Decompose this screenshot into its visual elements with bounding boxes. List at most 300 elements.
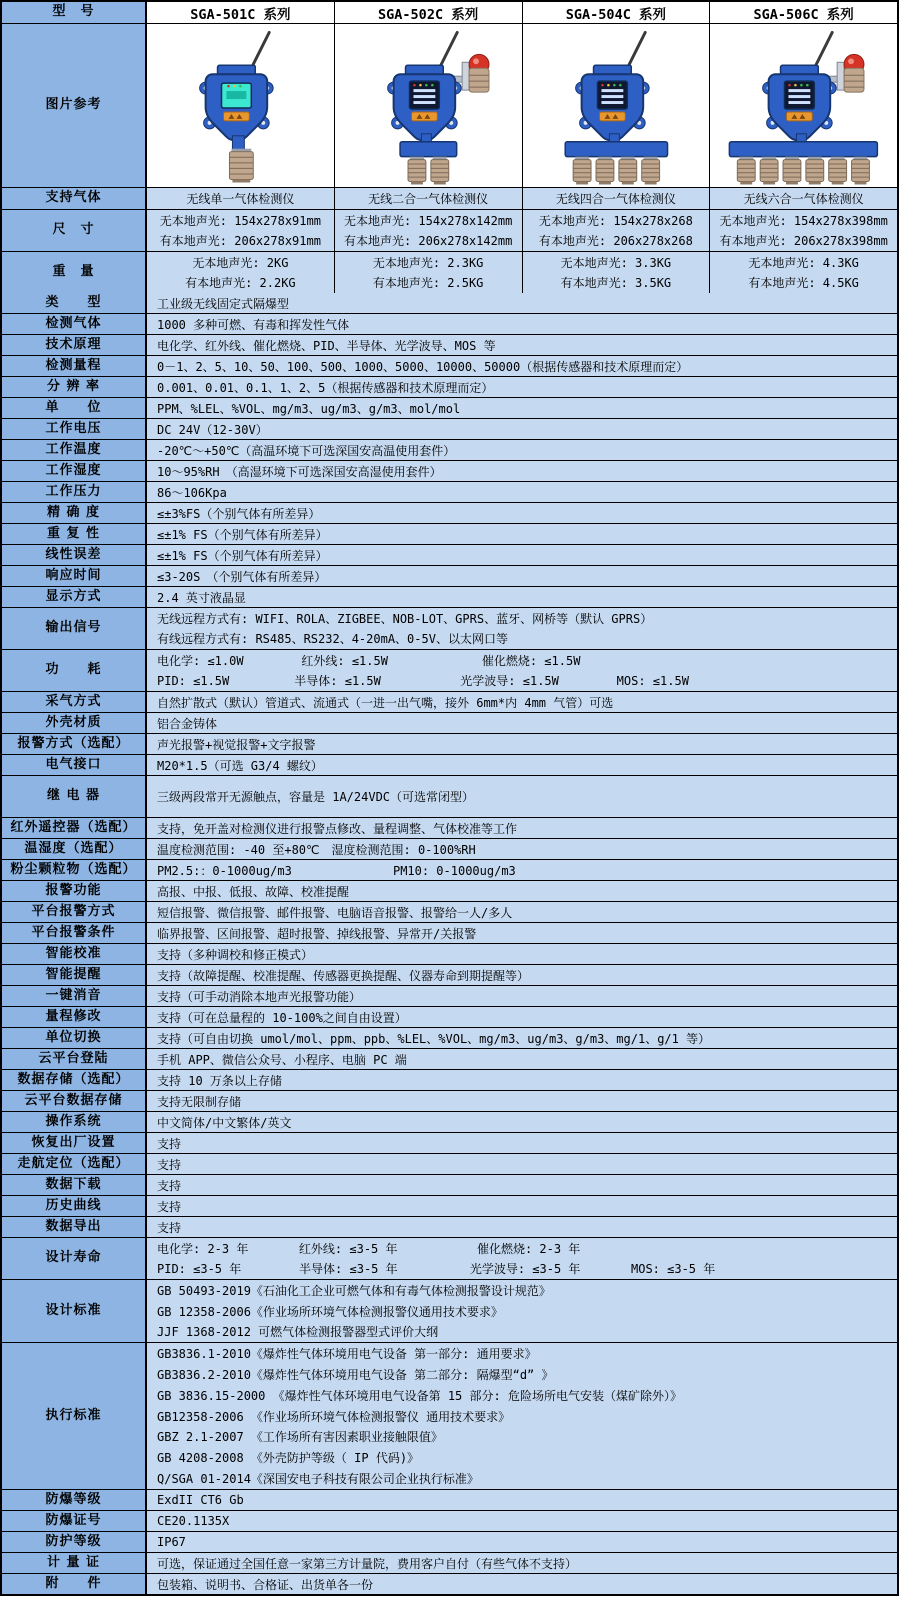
spec-value-line: 可选，保证通过全国任意一家第三方计量院，费用客户自付（有些气体不支持） (157, 1556, 578, 1571)
spec-row-cells (147, 755, 897, 775)
device-image (147, 24, 335, 187)
spec-value-line: 工业级无线固定式隔爆型 (157, 296, 290, 311)
spec-row-cells (147, 608, 897, 649)
size-cell-line: 无本地声光: 154x278x142mm (343, 214, 513, 229)
spec-row-cells (147, 1028, 897, 1048)
spec-row-value (147, 1511, 897, 1531)
row-label-model: 型 号 (2, 2, 147, 23)
spec-value-line: -20℃～+50℃（高温环境下可选深国安高温使用套件） (157, 443, 456, 458)
spec-row (2, 691, 897, 712)
spec-row-label: 采气方式 (2, 692, 147, 712)
spec-value-line: 支持（故障提醒、校准提醒、传感器更换提醒、仪器寿命到期提醒等） (157, 968, 530, 983)
spec-value-line: 0－1、2、5、10、50、100、500、1000、5000、10000、50000（根据传感器和技术原理而定） (157, 359, 689, 374)
spec-row-cells (147, 944, 897, 964)
spec-row-value (147, 1532, 897, 1552)
spec-row-value (147, 1217, 897, 1237)
spec-value-line: 铝合金铸体 (157, 716, 218, 731)
support-gas-cell (147, 188, 335, 209)
spec-row-label: 红外遥控器（选配） (2, 818, 147, 838)
spec-row (2, 1279, 897, 1342)
weight-cell-line: 有本地声光: 2.2KG (185, 275, 296, 290)
spec-row (2, 313, 897, 334)
spec-row-label: 操作系统 (2, 1112, 147, 1132)
spec-row-cells (147, 1217, 897, 1237)
spec-row-value (147, 1133, 897, 1153)
spec-value-line: 支持无限制存储 (157, 1094, 242, 1109)
spec-value-line: GB 50493-2019《石油化工企业可燃气体和有毒气体检测报警设计规范》 (157, 1283, 551, 1298)
spec-row-cells (147, 314, 897, 334)
weight-cell (523, 252, 711, 293)
spec-row-cells (147, 734, 897, 754)
spec-row (2, 1489, 897, 1510)
spec-row-cells (147, 1196, 897, 1216)
spec-row-value (147, 1490, 897, 1510)
spec-row-value (147, 944, 897, 964)
spec-row-label: 数据导出 (2, 1217, 147, 1237)
spec-row-label: 智能提醒 (2, 965, 147, 985)
spec-value-line: 支持（可自由切换 umol/mol、ppm、ppb、%LEL、%VOL、mg/m3、ug/m3、g/m3、mg/1、g/1 等） (157, 1031, 711, 1046)
spec-value-line: 电化学: 2-3 年 红外线: ≤3-5 年 催化燃烧: 2-3 年 (157, 1241, 581, 1256)
spec-row (2, 1006, 897, 1027)
spec-row-cells (147, 1238, 897, 1279)
spec-row (2, 1153, 897, 1174)
spec-value-line: 2.4 英寸液晶显 (157, 590, 246, 605)
spec-row-value (147, 986, 897, 1006)
spec-value-line: 有线远程方式有: RS485、RS232、4-20mA、0-5V、以太网口等 (157, 632, 508, 647)
spec-row-value (147, 692, 897, 712)
spec-row (2, 859, 897, 880)
spec-row-cells (147, 1490, 897, 1510)
model-header: SGA-501C 系列 (147, 2, 335, 23)
spec-row-cells (147, 923, 897, 943)
spec-value-line: 0.001、0.01、0.1、1、2、5（根据传感器和技术原理而定） (157, 380, 494, 395)
spec-row-label: 量程修改 (2, 1007, 147, 1027)
size-cell-line: 无本地声光: 154x278x268 (538, 214, 693, 229)
spec-row (2, 1090, 897, 1111)
spec-value-line: 自然扩散式（默认）管道式、流通式（一进一出气嘴，接外 6mm*内 4mm 气管）可选 (157, 695, 614, 710)
spec-row-label: 数据存储（选配） (2, 1070, 147, 1090)
spec-value-line: JJF 1368-2012 可燃气体检测报警器型式评价大纲 (157, 1325, 439, 1340)
spec-row-value (147, 839, 897, 859)
spec-value-line: PID: ≤1.5W 半导体: ≤1.5W 光学波导: ≤1.5W MOS: ≤1.5W (157, 674, 689, 689)
spec-row (2, 397, 897, 418)
spec-row-cells (147, 839, 897, 859)
spec-row (2, 376, 897, 397)
support-gas-cells (147, 188, 897, 209)
spec-row (2, 880, 897, 901)
spec-row-value (147, 1091, 897, 1111)
spec-row-label: 响应时间 (2, 566, 147, 586)
spec-value-line: 包装箱、说明书、合格证、出货单各一份 (157, 1577, 374, 1592)
spec-row-cells (147, 1511, 897, 1531)
gas-detector-dual-illustration (335, 24, 522, 187)
spec-row-value (147, 587, 897, 607)
spec-row-cells (147, 398, 897, 418)
weight-cells (147, 252, 897, 293)
spec-value-line: GB3836.1-2010《爆炸性气体环境用电气设备 第一部分: 通用要求》 (157, 1346, 537, 1361)
spec-value-line: 电化学、红外线、催化燃烧、PID、半导体、光学波导、MOS 等 (157, 338, 496, 353)
spec-row-value (147, 650, 897, 691)
spec-value-line: GB 12358-2006《作业场所环境气体检测报警仪通用技术要求》 (157, 1304, 503, 1319)
size-cell (335, 210, 523, 251)
weight-cell-line: 无本地声光: 2KG (192, 256, 289, 271)
spec-row-value (147, 1049, 897, 1069)
spec-row-value (147, 776, 897, 817)
spec-row-cells (147, 1343, 897, 1489)
spec-row-cells (147, 1133, 897, 1153)
support-gas-cell (335, 188, 523, 209)
spec-row-cells (147, 965, 897, 985)
spec-row-label: 功 耗 (2, 650, 147, 691)
spec-row-cells (147, 776, 897, 817)
spec-value-line: 支持（多种调校和修正模式） (157, 947, 314, 962)
spec-value-line: GB 3836.15-2000 《爆炸性气体环境用电气设备第 15 部分: 危险场所电气安装（煤矿除外）》 (157, 1388, 682, 1403)
spec-value-line: IP67 (157, 1535, 186, 1549)
support-gas-text: 无线四合一气体检测仪 (555, 192, 676, 206)
spec-row-cells (147, 482, 897, 502)
device-image (523, 24, 711, 187)
spec-row-value (147, 1574, 897, 1594)
spec-row-label: 分 辨 率 (2, 377, 147, 397)
spec-row-value (147, 398, 897, 418)
spec-row-cells (147, 986, 897, 1006)
model-header: SGA-504C 系列 (523, 2, 711, 23)
spec-row-value (147, 482, 897, 502)
spec-row-label: 检测量程 (2, 356, 147, 376)
spec-row-label: 平台报警方式 (2, 902, 147, 922)
spec-row (2, 523, 897, 544)
spec-row-cells (147, 1280, 897, 1342)
size-row (2, 209, 897, 251)
spec-row-label: 继 电 器 (2, 776, 147, 817)
spec-row-label: 工作湿度 (2, 461, 147, 481)
size-cell-line: 有本地声光: 206x278x268 (538, 233, 693, 248)
weight-cell (335, 252, 523, 293)
spec-row-value (147, 608, 897, 649)
spec-row (2, 1216, 897, 1237)
spec-row-label: 输出信号 (2, 608, 147, 649)
spec-value-line: 支持 (157, 1178, 182, 1193)
spec-row-cells (147, 1091, 897, 1111)
spec-value-line: PID: ≤3-5 年 半导体: ≤3-5 年 光学波导: ≤3-5 年 MOS: ≤3-5 年 (157, 1262, 716, 1277)
weight-row (2, 251, 897, 293)
spec-row-label: 数据下载 (2, 1175, 147, 1195)
spec-row (2, 733, 897, 754)
spec-row-label: 技术原理 (2, 335, 147, 355)
spec-row (2, 817, 897, 838)
spec-row-label: 防爆等级 (2, 1490, 147, 1510)
spec-value-line: PPM、%LEL、%VOL、mg/m3、ug/m3、g/m3、mol/mol (157, 401, 461, 416)
spec-row-cells (147, 461, 897, 481)
spec-row (2, 334, 897, 355)
spec-row (2, 293, 897, 313)
spec-row (2, 1195, 897, 1216)
spec-row-label: 设计寿命 (2, 1238, 147, 1279)
spec-row (2, 964, 897, 985)
spec-value-line: GB12358-2006 《作业场所环境气体检测报警仪 通用技术要求》 (157, 1409, 511, 1424)
spec-row-value (147, 419, 897, 439)
spec-row (2, 1048, 897, 1069)
spec-rows (2, 293, 897, 1594)
weight-cell-line: 有本地声光: 3.5KG (560, 275, 672, 290)
spec-value-line: 支持 (157, 1199, 182, 1214)
spec-row-label: 工作压力 (2, 482, 147, 502)
spec-row-label: 历史曲线 (2, 1196, 147, 1216)
spec-row-cells (147, 1112, 897, 1132)
weight-cell-line: 有本地声光: 2.5KG (372, 275, 484, 290)
spec-row-value (147, 965, 897, 985)
spec-row-value (147, 1196, 897, 1216)
spec-row-label: 类 型 (2, 293, 147, 313)
spec-row-label: 单 位 (2, 398, 147, 418)
spec-value-line: GB 4208-2008 《外壳防护等级（ IP 代码)》 (157, 1451, 420, 1466)
spec-value-line: 支持（可在总量程的 10-100%之间自由设置） (157, 1010, 407, 1025)
spec-row-label: 报警方式（选配） (2, 734, 147, 754)
spec-row (2, 1174, 897, 1195)
spec-row-cells (147, 503, 897, 523)
spec-row-cells (147, 587, 897, 607)
spec-row-value (147, 440, 897, 460)
spec-row (2, 1027, 897, 1048)
spec-row (2, 901, 897, 922)
spec-row (2, 1237, 897, 1279)
spec-value-line: 支持 (157, 1136, 182, 1151)
spec-value-line: 支持 10 万条以上存储 (157, 1073, 282, 1088)
spec-row-value (147, 881, 897, 901)
spec-row-cells (147, 419, 897, 439)
spec-row (2, 1069, 897, 1090)
spec-row-value (147, 524, 897, 544)
spec-row-value (147, 1070, 897, 1090)
spec-row-label: 报警功能 (2, 881, 147, 901)
row-label-size: 尺 寸 (2, 210, 147, 251)
weight-cell-line: 有本地声光: 4.5KG (748, 275, 859, 290)
spec-row-label: 执行标准 (2, 1343, 147, 1489)
spec-row-label: 云平台数据存储 (2, 1091, 147, 1111)
spec-value-line: 三级两段常开无源触点，容量是 1A/24VDC（可选常闭型） (157, 790, 475, 804)
model-header: SGA-506C 系列 (710, 2, 897, 23)
spec-row-label: 走航定位（选配） (2, 1154, 147, 1174)
spec-value-line: GBZ 2.1-2007 《工作场所有害因素职业接触限值》 (157, 1430, 443, 1445)
spec-row (2, 355, 897, 376)
spec-row (2, 439, 897, 460)
spec-row-label: 粉尘颗粒物（选配） (2, 860, 147, 880)
spec-row-cells (147, 1007, 897, 1027)
spec-row-cells (147, 1532, 897, 1552)
spec-value-line: DC 24V（12-30V） (157, 422, 268, 437)
spec-row-value (147, 503, 897, 523)
spec-row-label: 显示方式 (2, 587, 147, 607)
spec-value-line: 手机 APP、微信公众号、小程序、电脑 PC 端 (157, 1052, 407, 1067)
spec-row-value (147, 923, 897, 943)
spec-row-cells (147, 545, 897, 565)
spec-row-value (147, 545, 897, 565)
spec-value-line: 86～106Kpa (157, 485, 227, 500)
spec-row-cells (147, 293, 897, 313)
spec-row-cells (147, 356, 897, 376)
spec-value-line: GB3836.2-2010《爆炸性气体环境用电气设备 第二部分: 隔爆型“d” 》 (157, 1367, 554, 1382)
spec-row-label: 计 量 证 (2, 1553, 147, 1573)
spec-value-line: 10～95%RH （高湿环境下可选深国安高湿使用套件） (157, 464, 442, 479)
spec-row-value (147, 566, 897, 586)
size-cell (710, 210, 897, 251)
spec-value-line: M20*1.5（可选 G3/4 螺纹） (157, 758, 323, 773)
spec-row-value (147, 1175, 897, 1195)
support-gas-cell (523, 188, 711, 209)
image-row (2, 23, 897, 187)
spec-row (2, 586, 897, 607)
spec-row-cells (147, 881, 897, 901)
spec-row-value (147, 461, 897, 481)
spec-row (2, 418, 897, 439)
size-cell-line: 有本地声光: 206x278x398mm (719, 233, 888, 248)
spec-row (2, 544, 897, 565)
spec-value-line: ≤±1% FS（个别气体有所差异） (157, 527, 328, 542)
spec-row-label: 检测气体 (2, 314, 147, 334)
gas-detector-single-illustration (147, 24, 334, 187)
spec-row (2, 1573, 897, 1594)
row-label-weight: 重 量 (2, 252, 147, 293)
device-image (335, 24, 523, 187)
spec-row-cells (147, 566, 897, 586)
spec-row-cells (147, 1553, 897, 1573)
spec-row (2, 838, 897, 859)
spec-row (2, 481, 897, 502)
size-cells (147, 210, 897, 251)
spec-value-line: ≤3-20S （个别气体有所差异） (157, 569, 327, 584)
spec-row-label: 精 确 度 (2, 503, 147, 523)
row-label-image: 图片参考 (2, 24, 147, 187)
support-gas-text: 无线六合一气体检测仪 (743, 192, 864, 206)
spec-row-label: 外壳材质 (2, 713, 147, 733)
spec-value-line: CE20.1135X (157, 1514, 230, 1528)
spec-row (2, 775, 897, 817)
support-gas-cell (710, 188, 897, 209)
spec-row-value (147, 335, 897, 355)
spec-row-cells (147, 692, 897, 712)
support-gas-row (2, 187, 897, 209)
spec-row (2, 565, 897, 586)
support-gas-text: 无线二合一气体检测仪 (368, 192, 489, 206)
spec-row (2, 712, 897, 733)
spec-row (2, 1132, 897, 1153)
spec-row-cells (147, 1154, 897, 1174)
spec-row-cells (147, 524, 897, 544)
spec-row-cells (147, 650, 897, 691)
spec-value-line: ≤±3%FS（个别气体有所差异） (157, 506, 321, 521)
spec-value-line: 高报、中报、低报、故障、校准提醒 (157, 884, 350, 899)
spec-row-cells (147, 818, 897, 838)
spec-row-value (147, 1238, 897, 1279)
spec-value-line: PM2.5:：0-1000ug/m3 PM10: 0-1000ug/m3 (157, 863, 516, 878)
spec-value-line: 支持 (157, 1220, 182, 1235)
device-images (147, 24, 897, 187)
spec-row-label: 智能校准 (2, 944, 147, 964)
row-label-support-gas: 支持气体 (2, 188, 147, 209)
spec-value-line: Q/SGA 01-2014《深国安电子科技有限公司企业执行标准》 (157, 1472, 479, 1487)
spec-row-value (147, 1553, 897, 1573)
spec-row-label: 一键消音 (2, 986, 147, 1006)
size-cell-line: 有本地声光: 206x278x91mm (159, 233, 321, 248)
spec-row-value (147, 1112, 897, 1132)
spec-row-value (147, 293, 897, 313)
spec-row-value (147, 734, 897, 754)
spec-row-cells (147, 1175, 897, 1195)
spec-row (2, 943, 897, 964)
model-header: SGA-502C 系列 (335, 2, 523, 23)
spec-value-line: 短信报警、微信报警、邮件报警、电脑语音报警、报警给一人/多人 (157, 905, 513, 920)
spec-value-line: 温度检测范围: -40 至+80℃ 湿度检测范围: 0-100%RH (157, 842, 476, 857)
spec-row-cells (147, 1070, 897, 1090)
spec-row-cells (147, 1574, 897, 1594)
spec-row-cells (147, 377, 897, 397)
spec-row-value (147, 902, 897, 922)
spec-row-value (147, 755, 897, 775)
size-cell-line: 无本地声光: 154x278x398mm (719, 214, 888, 229)
gas-detector-hex-illustration (710, 24, 897, 187)
spec-row (2, 607, 897, 649)
spec-row-value (147, 377, 897, 397)
spec-row (2, 1552, 897, 1573)
spec-row-label: 设计标准 (2, 1280, 147, 1342)
spec-value-line: 支持 (157, 1157, 182, 1172)
spec-row-cells (147, 1049, 897, 1069)
spec-row-label: 防爆证号 (2, 1511, 147, 1531)
spec-row-label: 单位切换 (2, 1028, 147, 1048)
header-row (2, 2, 897, 23)
spec-value-line: 1000 多种可燃、有毒和挥发性气体 (157, 317, 350, 332)
spec-row-value (147, 314, 897, 334)
spec-row-cells (147, 860, 897, 880)
spec-row-value (147, 860, 897, 880)
spec-row-cells (147, 440, 897, 460)
spec-row-label: 云平台登陆 (2, 1049, 147, 1069)
spec-row (2, 1510, 897, 1531)
spec-row-label: 附 件 (2, 1574, 147, 1594)
spec-value-line: 临界报警、区间报警、超时报警、掉线报警、异常开/关报警 (157, 926, 477, 941)
spec-value-line: 中文简体/中文繁体/英文 (157, 1115, 292, 1130)
spec-row (2, 502, 897, 523)
device-image (710, 24, 897, 187)
gas-detector-quad-illustration (523, 24, 710, 187)
size-cell (147, 210, 335, 251)
spec-value-line: 电化学: ≤1.0W 红外线: ≤1.5W 催化燃烧: ≤1.5W (157, 653, 581, 668)
spec-row-value (147, 1028, 897, 1048)
spec-value-line: 支持，免开盖对检测仪进行报警点修改、量程调整、气体校准等工作 (157, 821, 518, 836)
spec-row-label: 重 复 性 (2, 524, 147, 544)
size-cell (523, 210, 711, 251)
spec-row-cells (147, 335, 897, 355)
spec-row (2, 1531, 897, 1552)
weight-cell (710, 252, 897, 293)
weight-cell-line: 无本地声光: 3.3KG (560, 256, 672, 271)
model-headers (147, 2, 897, 23)
spec-row (2, 754, 897, 775)
spec-row-label: 电气接口 (2, 755, 147, 775)
size-cell-line: 有本地声光: 206x278x142mm (343, 233, 513, 248)
spec-value-line: ExdII CT6 Gb (157, 1493, 244, 1507)
weight-cell (147, 252, 335, 293)
spec-row (2, 1342, 897, 1489)
spec-row-value (147, 1007, 897, 1027)
spec-row-value (147, 1280, 897, 1342)
spec-row-label: 防护等级 (2, 1532, 147, 1552)
weight-cell-line: 无本地声光: 4.3KG (748, 256, 859, 271)
spec-value-line: 声光报警+视觉报警+文字报警 (157, 737, 316, 752)
spec-row-value (147, 1154, 897, 1174)
spec-row-value (147, 713, 897, 733)
spec-row-cells (147, 902, 897, 922)
